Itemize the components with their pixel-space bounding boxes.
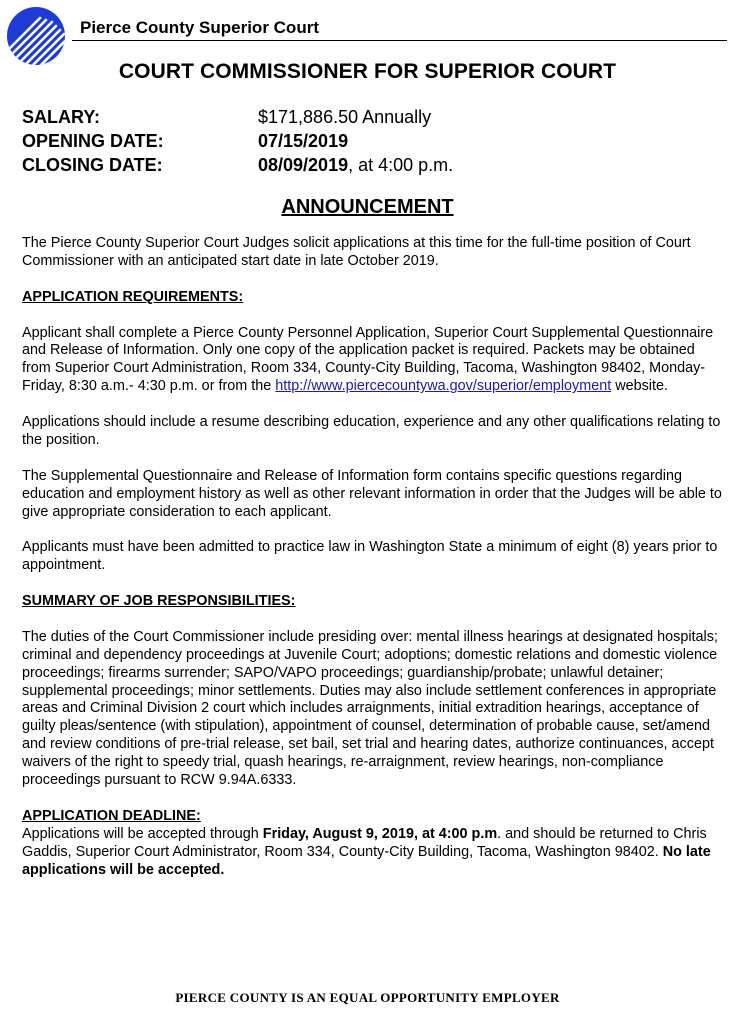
closing-time: , at 4:00 p.m. <box>348 155 454 175</box>
requirements-paragraph-4: Applicants must have been admitted to practice law in Washington State a minimum of eight (8) years prior to appointment. <box>22 539 718 574</box>
opening-date-value: 07/15/2019 <box>258 131 349 151</box>
requirements-heading: APPLICATION REQUIREMENTS: <box>22 288 244 305</box>
announcement-body <box>22 235 722 897</box>
pierce-county-logo-icon <box>6 6 66 66</box>
announcement-heading: ANNOUNCEMENT <box>281 196 454 218</box>
closing-date-value <box>258 153 453 177</box>
responsibilities-heading: SUMMARY OF JOB RESPONSIBILITIES: <box>22 593 296 610</box>
responsibilities-paragraph: The duties of the Court Commissioner include presiding over: mental illness hearings at designated hospitals; criminal and dependency proceedings at Juvenile Court; adoptions; domestic relations and domestic violence proceedings; firearms surrender; SAPO/VAPO proceedings; guardianship/probate; unlawful detainer; supplemental proceedings; minor settlements. Duties may also include settlement conferences in appropriate areas and Criminal Division 2 court which includes arraignments, initial extradition hearings, acceptance of guilty pleas/sentence (with stipulation), appointment of counsel, determination of probable cause, set/amend and review conditions of pre-trial release, set bail, set trial and hearing dates, authorize continuances, accept waivers of the right to speedy trial, quash hearings, re-arraignment, review hearings, non-compliance proceedings pursuant to RCW 9.94A.6333. <box>22 628 718 789</box>
employment-link[interactable]: http://www.piercecountywa.gov/superior/employment <box>275 378 612 395</box>
opening-date-label: OPENING DATE: <box>22 131 164 151</box>
requirements-text: Applicant shall complete a Pierce County Personnel Application, Superior Court Supplemental Questionnaire and Release of Information. Only one copy of the application packet is required. Packets may be obtained from Superior Court Administration, Room 334, County-City Building, Tacoma, Washington 98402, Monday-Friday, 8:30 a.m.- 4:30 p.m. or from the <box>22 324 714 395</box>
deadline-text-2: . and should be returned to Chris Gaddis, Superior Court Administrator, Room 334, County-City Building, Tacoma, Washington 98402. <box>22 825 707 860</box>
requirements-paragraph-1 <box>22 325 722 397</box>
closing-date: 08/09/2019 <box>258 155 349 175</box>
header-divider <box>72 40 727 41</box>
requirements-paragraph-2: Applications should include a resume describing education, experience and any other qualifications relating to the position. <box>22 414 721 448</box>
deadline-heading: APPLICATION DEADLINE: <box>22 807 201 824</box>
deadline-text-1: Applications will be accepted through <box>22 825 263 842</box>
requirements-text-after: website. <box>611 378 669 395</box>
page-title: COURT COMMISSIONER FOR SUPERIOR COURT <box>118 60 617 83</box>
intro-paragraph: The Pierce County Superior Court Judges solicit applications at this time for the full-time position of Court Commissioner with an anticipated start date in late October 2019. <box>22 235 691 269</box>
late-notice: No late applications will be accepted. <box>22 843 711 878</box>
closing-date-label: CLOSING DATE: <box>22 155 163 175</box>
salary-value: $171,886.50 Annually <box>258 107 432 127</box>
requirements-paragraph-3: The Supplemental Questionnaire and Release of Information form contains specific questions regarding education and employment history as well as other relevant information in order that the Judges will be able to give appropriate consideration to each applicant. <box>22 467 722 520</box>
deadline-date: Friday, August 9, 2019, at 4:00 p.m <box>262 825 498 842</box>
salary-label: SALARY: <box>22 107 100 127</box>
organization-name: Pierce County Superior Court <box>80 18 319 37</box>
footer-eoe: PIERCE COUNTY IS AN EQUAL OPPORTUNITY EMPLOYER <box>175 990 560 1005</box>
deadline-paragraph <box>22 826 722 880</box>
